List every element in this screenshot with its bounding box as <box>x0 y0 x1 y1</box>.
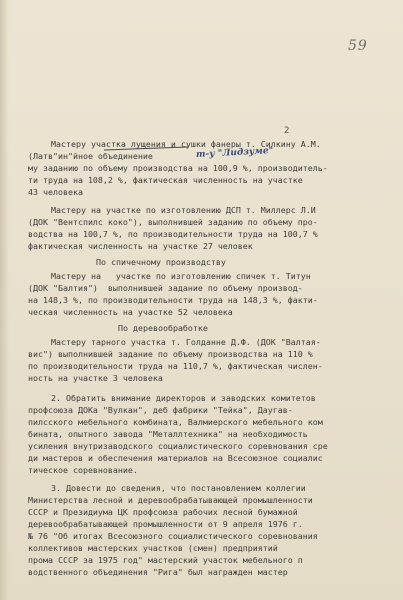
text-line: коллективов мастерских участков (смен) предприятий <box>28 543 278 553</box>
text-line: Министерства лесной и деревообрабатывающей промышленности <box>28 495 313 505</box>
text-line: по производительности труда на 110,7 %, фактическая числен- <box>28 361 323 371</box>
text-line: водства на 100,7 %, по производительности труда на 100,7 % <box>28 229 318 239</box>
text-line: профсоюза ДОКа "Вулкан", деб фабрики "Тейка", Даугав- <box>28 405 293 415</box>
text-line: бината, опытного завода "Металлтехника" на необходимость <box>28 429 308 439</box>
text-line: 2. Обратить внимание директоров и заводских комитетов <box>51 393 316 403</box>
page-number: 59 <box>348 38 368 54</box>
text-line: Мастеру тарного участка т. Голданне Д.Ф. (ДОК "Валтая- <box>51 337 321 347</box>
text-line: му заданию по объему производства на 100,9 %, производитель- <box>28 163 328 173</box>
sheet-mark: 2 <box>284 126 290 136</box>
section-heading: По спичечному производству <box>96 257 226 267</box>
text-line: Мастеру на участке по изготовлению спичек т. Титун <box>51 271 311 281</box>
text-line: (ДОК "Вентспилс коко"), выполнившей заданию по объему про- <box>28 217 318 227</box>
text-line: (Латв"ин"йное объединение <box>28 151 153 161</box>
text-line: 43 человека <box>28 187 83 197</box>
text-line: Мастеру участка лущения и сушки фанеры т. Силкину А.М. <box>51 139 321 149</box>
text-line: прома СССР за 1975 год" мастерский участок мебельного п <box>28 555 303 565</box>
text-line: фактическая численность на участке 27 человек <box>28 241 253 251</box>
text-line: пилсского мебельного комбината, Валмиерского мебельного ком <box>28 417 323 427</box>
text-line: ность на участке 3 человека <box>28 373 163 383</box>
text-line: деревообрабатывающей промышленности от 9 апреля 1976 г. <box>28 519 303 529</box>
handwritten-note: т-у "Лидзуме" <box>195 145 274 161</box>
text-line: вис") выполнившей задание по объему производства на 110 % <box>28 349 313 359</box>
text-line: усиления внутризаводского социалистического соревнования сре <box>28 441 328 451</box>
text-line: 3. Довести до сведения, что постановлением коллегии <box>51 483 306 493</box>
section-heading: По деревообработке <box>118 323 208 333</box>
text-line: водственного объединения "Рига" был награжден мастер <box>28 567 288 577</box>
text-line: ти труда на 108,2 %, фактическая численность на участке <box>28 175 303 185</box>
text-line: СССР и Президиума ЦК профсоюза рабочих лесной бумажной <box>28 507 298 517</box>
text-line: ди мастеров и обеспечения материалов на Всесоюзное социалис <box>28 453 323 463</box>
text-line: тическое соревнование. <box>28 465 138 475</box>
text-line: (ДОК "Балтия") выполнившей задание по объему производ- <box>28 283 303 293</box>
text-line: Мастеру на участке по изготовлению ДСП т. Миллерс Л.И <box>51 205 316 215</box>
text-line: на 148,3 %, по производительности труда на 148,3 %, факти- <box>28 295 318 305</box>
text-line: № 76 "Об итогах Всесоюзного социалистического соревнования <box>28 531 318 541</box>
text-line: ческая численность на участке 52 человека <box>28 307 233 317</box>
